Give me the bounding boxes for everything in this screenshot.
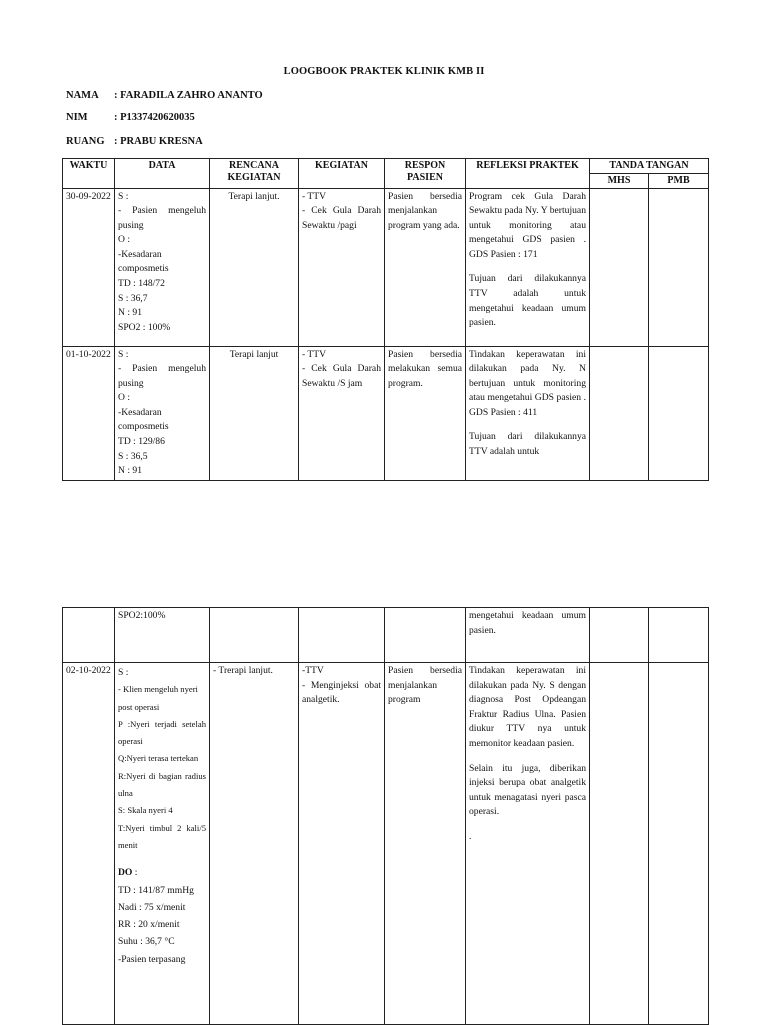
field-nama [66, 90, 263, 101]
data-line: N : 91 [118, 307, 142, 319]
cell-respon: Pasien bersedia melakukan semua program. [385, 346, 466, 480]
cell-mhs-signature [590, 346, 649, 480]
field-value: : P1337420620035 [114, 112, 195, 123]
cell-data [115, 346, 210, 480]
cell-waktu: 30-09-2022 [63, 188, 115, 346]
do-line [118, 864, 206, 881]
table-row [63, 663, 709, 1025]
kegiatan-line: - Cek Gula Darah Sewaktu /S jam [302, 363, 381, 389]
refleksi-paragraph: Tindakan keperawatan ini dilakukan pada Ny. S dengan diagnosa Post Opdeangan Fraktur Radius Ulna. Pasien diukur TTV nya untuk memonitor keadaan pasien. [469, 665, 586, 749]
refleksi-paragraph: . [469, 830, 472, 842]
data-line: O : [118, 234, 130, 246]
do-colon: : [132, 867, 138, 879]
data-line: S: Skala nyeri 4 [118, 805, 173, 816]
refleksi-paragraph: Tujuan dari dilakukannya TTV adalah untuk mengetahui keadaan umum pasien. [469, 273, 586, 329]
col-header-tanda-tangan: TANDA TANGAN [590, 159, 709, 174]
cell-mhs-signature [590, 608, 649, 663]
data-line: TD : 148/72 [118, 278, 165, 290]
col-header-refleksi: REFLEKSI PRAKTEK [466, 159, 590, 189]
cell-rencana: Terapi lanjut. [210, 188, 299, 346]
cell-waktu: 01-10-2022 [63, 346, 115, 480]
table-row [63, 188, 709, 346]
cell-refleksi [466, 663, 590, 1025]
data-line: N : 91 [118, 465, 142, 477]
cell-kegiatan [299, 346, 385, 480]
cell-kegiatan [299, 608, 385, 663]
data-line: S : [118, 348, 129, 360]
data-line: - Pasien mengeluh pusing [118, 205, 206, 231]
kegiatan-line: - TTV [302, 348, 327, 360]
col-header-kegiatan: KEGIATAN [299, 159, 385, 189]
kegiatan-line: - Cek Gula Darah Sewaktu /pagi [302, 205, 381, 231]
data-line: SPO2 : 100% [118, 321, 171, 333]
cell-data [115, 663, 210, 1025]
cell-respon: Pasien bersedia menjalankan program yang ada. [385, 188, 466, 346]
cell-pmb-signature [649, 346, 709, 480]
kegiatan-line: - Menginjeksi obat analgetik. [302, 679, 381, 706]
refleksi-paragraph: Tujuan dari dilakukannya TTV adalah untuk [469, 431, 586, 458]
data-line: T:Nyeri timbul 2 kali/5 menit [118, 822, 206, 850]
cell-rencana: - Trerapi lanjut. [210, 663, 299, 1025]
cell-data: SPO2:100% [115, 608, 210, 663]
logbook-table-page1 [62, 158, 709, 481]
cell-waktu: 02-10-2022 [63, 663, 115, 1025]
refleksi-paragraph: Program cek Gula Darah Sewaktu pada Ny. Y bertujuan untuk monitoring atau mengetahui GDS pasien . GDS Pasien : 171 [469, 190, 586, 260]
data-line: TD : 141/87 mmHg [118, 884, 194, 896]
col-header-waktu: WAKTU [63, 159, 115, 189]
cell-respon: Pasien bersedia menjalankan program [385, 663, 466, 1025]
data-line: R:Nyeri di bagian radius ulna [118, 770, 206, 799]
data-line: O : [118, 392, 130, 404]
page-title: LOOGBOOK PRAKTEK KLINIK KMB II [283, 66, 485, 77]
cell-pmb-signature [649, 663, 709, 1025]
data-line: S : [118, 667, 129, 678]
cell-rencana: Terapi lanjut [210, 346, 299, 480]
logbook-table-page2 [62, 607, 709, 1025]
cell-mhs-signature [590, 188, 649, 346]
data-line: S : 36,5 [118, 450, 148, 462]
table-row [63, 346, 709, 480]
data-line: -Kesadaran composmetis [118, 406, 169, 433]
data-line: S : [118, 190, 129, 202]
cell-refleksi [466, 346, 590, 480]
do-label: DO [118, 867, 133, 879]
data-line: Suhu : 36,7 °C [118, 936, 175, 948]
col-header-respon: RESPON PASIEN [385, 159, 466, 189]
cell-pmb-signature [649, 188, 709, 346]
cell-respon [385, 608, 466, 663]
field-label: RUANG [66, 136, 105, 147]
refleksi-paragraph: Tindakan keperawatan ini dilakukan pada Ny. N bertujuan untuk monitoring atau mengetahui GDS pasien . GDS Pasien : 411 [469, 348, 586, 418]
col-header-mhs: MHS [590, 174, 649, 189]
data-line: Nadi : 75 x/menit [118, 901, 186, 913]
cell-data [115, 188, 210, 346]
data-line: -Pasien terpasang [118, 953, 186, 965]
cell-rencana [210, 608, 299, 663]
table-row [63, 608, 709, 663]
col-header-data: DATA [115, 159, 210, 189]
field-value: : FARADILA ZAHRO ANANTO [114, 90, 263, 101]
data-line: TD : 129/86 [118, 436, 165, 448]
field-value: : PRABU KRESNA [114, 136, 203, 147]
data-line: P :Nyeri terjadi setelah operasi [118, 718, 206, 747]
data-line: - Klien mengeluh nyeri post operasi [118, 684, 198, 712]
col-header-pmb: PMB [649, 174, 709, 189]
kegiatan-line: -TTV [302, 665, 324, 676]
field-label: NIM [66, 112, 88, 123]
cell-kegiatan [299, 663, 385, 1025]
data-line: -Kesadaran composmetis [118, 248, 169, 275]
data-line: - Pasien mengeluh pusing [118, 363, 206, 389]
refleksi-paragraph: Selain itu juga, diberikan injeksi berupa obat analgetik untuk menagatasi nyeri pasca operasi. [469, 762, 586, 818]
field-nim [66, 112, 195, 123]
cell-waktu [63, 608, 115, 663]
data-line: Q:Nyeri terasa tertekan [118, 753, 199, 764]
col-header-rencana: RENCANA KEGIATAN [210, 159, 299, 189]
data-line: S : 36,7 [118, 292, 148, 304]
kegiatan-line: - TTV [302, 190, 327, 202]
field-ruang [66, 136, 203, 147]
field-label: NAMA [66, 90, 99, 101]
cell-kegiatan [299, 188, 385, 346]
cell-refleksi [466, 188, 590, 346]
data-line: RR : 20 x/menit [118, 919, 180, 931]
cell-refleksi: mengetahui keadaan umum pasien. [466, 608, 590, 663]
cell-pmb-signature [649, 608, 709, 663]
cell-mhs-signature [590, 663, 649, 1025]
